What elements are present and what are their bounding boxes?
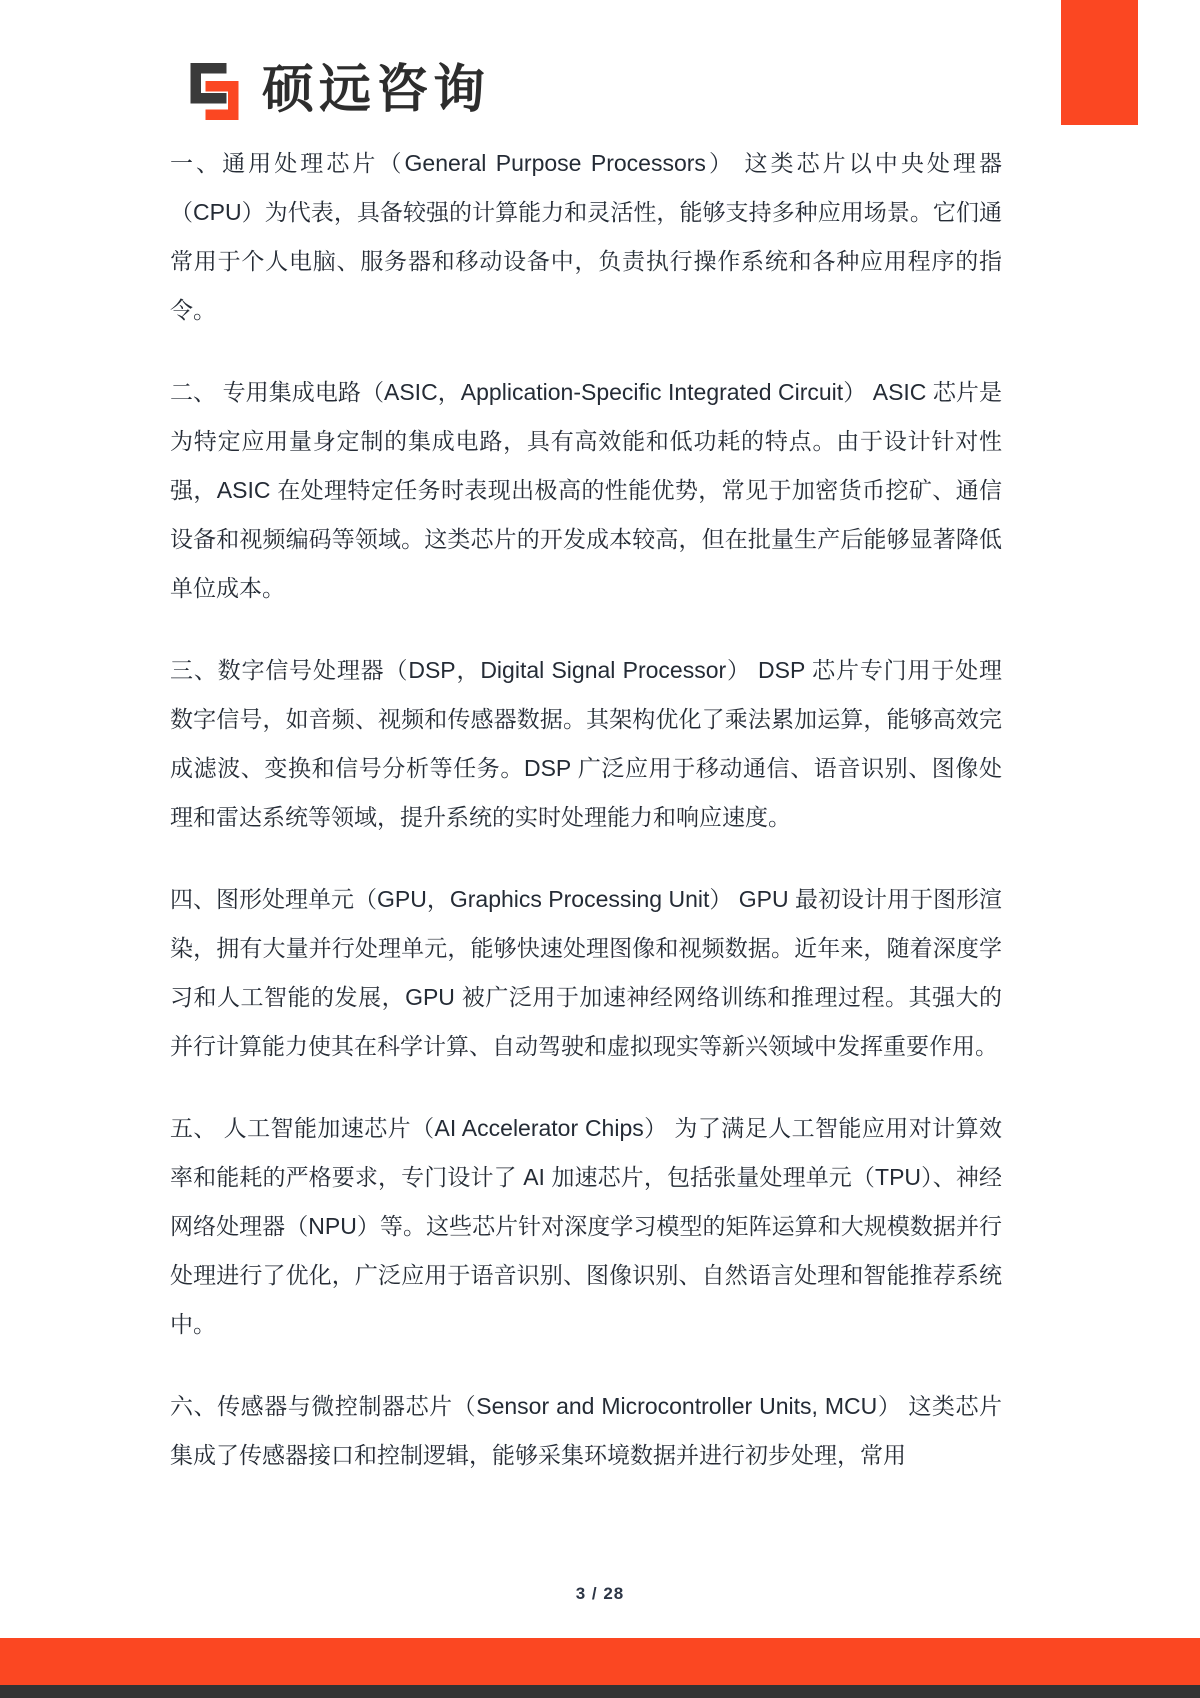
top-right-accent-block: [1061, 0, 1138, 125]
footer-accent-bar: [0, 1638, 1200, 1685]
brand-logo-text: 硕远咨询: [262, 61, 491, 119]
paragraph-asic: 二、 专用集成电路（ASIC，Application-Specific Integrated Circuit） ASIC 芯片是为特定应用量身定制的集成电路，具有高效能和低功耗的特点。由于设计针对性强，ASIC 在处理特定任务时表现出极高的性能优势，常见于加密货币挖矿、通信设备和视频编码等领域。这类芯片的开发成本较高，但在批量生产后能够显著降低单位成本。: [170, 379, 1002, 601]
footer-dark-bar: [0, 1685, 1200, 1698]
document-body: [170, 139, 1002, 1480]
paragraph-gpu: 四、图形处理单元（GPU，Graphics Processing Unit） GPU 最初设计用于图形渲染，拥有大量并行处理单元，能够快速处理图像和视频数据。近年来，随着深度学习和人工智能的发展，GPU 被广泛用于加速神经网络训练和推理过程。其强大的并行计算能力使其在科学计算、自动驾驶和虚拟现实等新兴领域中发挥重要作用。: [170, 886, 1002, 1059]
brand-header: [180, 56, 490, 124]
paragraph-dsp: 三、数字信号处理器（DSP，Digital Signal Processor） DSP 芯片专门用于处理数字信号，如音频、视频和传感器数据。其架构优化了乘法累加运算，能够高效完成滤波、变换和信号分析等任务。DSP 广泛应用于移动通信、语音识别、图像处理和雷达系统等领域，提升系统的实时处理能力和响应速度。: [170, 657, 1002, 830]
paragraph-general-purpose-processors: 一、通用处理芯片（General Purpose Processors） 这类芯片以中央处理器（CPU）为代表，具备较强的计算能力和灵活性，能够支持多种应用场景。它们通常用于个人电脑、服务器和移动设备中，负责执行操作系统和各种应用程序的指令。: [170, 150, 1002, 323]
page-number: 3 / 28: [575, 1584, 625, 1603]
brand-logo-icon: [180, 56, 246, 124]
paragraph-ai-accelerator: 五、 人工智能加速芯片（AI Accelerator Chips） 为了满足人工智能应用对计算效率和能耗的严格要求，专门设计了 AI 加速芯片，包括张量处理单元（TPU）、神经网络处理器（NPU）等。这些芯片针对深度学习模型的矩阵运算和大规模数据并行处理进行了优化，广泛应用于语音识别、图像识别、自然语言处理和智能推荐系统中。: [170, 1115, 1002, 1337]
paragraph-sensor-mcu: 六、传感器与微控制器芯片（Sensor and Microcontroller Units, MCU） 这类芯片集成了传感器接口和控制逻辑，能够采集环境数据并进行初步处理，常用: [170, 1393, 1002, 1468]
